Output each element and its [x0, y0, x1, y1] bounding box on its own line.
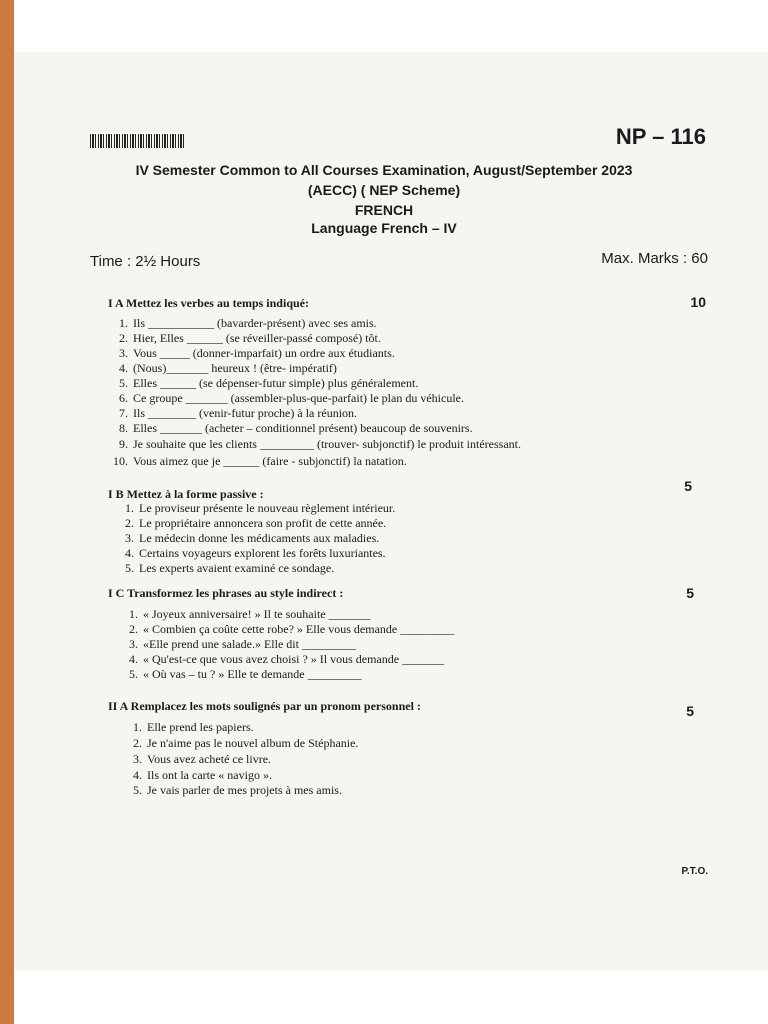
- scheme-line: (AECC) ( NEP Scheme): [307, 182, 461, 198]
- question-item: 10. Vous aimez que je ______ (faire - subjonctif) la natation.: [113, 454, 407, 468]
- question-item: 1. Ils ___________ (bavarder-présent) avec ses amis.: [119, 316, 377, 330]
- question-item: 3. Le médecin donne les médicaments aux maladies.: [125, 531, 380, 545]
- paper-code: NP – 116: [615, 124, 706, 149]
- question-item: 4. Certains voyageurs explorent les forêts luxuriantes.: [125, 546, 386, 560]
- section-title: I C Transformez les phrases au style indirect :: [108, 586, 344, 600]
- section-title: I B Mettez à la forme passive :: [108, 487, 264, 501]
- barcode: [90, 134, 184, 148]
- question-item: 3. Vous _____ (donner-imparfait) un ordre aux étudiants.: [119, 346, 395, 360]
- exam-title: IV Semester Common to All Courses Examination, August/September 2023: [135, 162, 633, 178]
- question-item: 4. Ils ont la carte « navigo ».: [133, 768, 272, 782]
- section-marks: 5: [684, 478, 692, 494]
- question-item: 5. Les experts avaient examiné ce sondage.: [125, 561, 335, 575]
- page-edge: [0, 0, 14, 1024]
- paper-name: Language French – IV: [311, 220, 457, 236]
- question-item: 9. Je souhaite que les clients _________ (trouver- subjonctif) le produit intéressant.: [119, 437, 522, 451]
- pto-note: P.T.O.: [681, 866, 708, 877]
- question-item: 4. « Qu'est-ce que vous avez choisi ? » Il vous demande _______: [129, 652, 445, 666]
- question-item: 2. Le propriétaire annoncera son profit de cette année.: [125, 516, 387, 530]
- question-item: 6. Ce groupe _______ (assembler-plus-que-parfait) le plan du véhicule.: [119, 391, 464, 405]
- question-item: 7. Ils ________ (venir-futur proche) à la réunion.: [119, 406, 358, 420]
- question-item: 8. Elles _______ (acheter – conditionnel présent) beaucoup de souvenirs.: [119, 421, 473, 435]
- section-title: I A Mettez les verbes au temps indiqué:: [108, 296, 309, 310]
- question-item: 2. « Combien ça coûte cette robe? » Elle vous demande _________: [129, 622, 455, 636]
- question-item: 5. « Où vas – tu ? » Elle te demande _________: [129, 667, 362, 681]
- question-item: 3. «Elle prend une salade.» Elle dit _________: [129, 637, 356, 651]
- subject-line: FRENCH: [354, 202, 414, 218]
- time-allowed: Time : 2½ Hours: [90, 253, 201, 270]
- max-marks: Max. Marks : 60: [601, 250, 708, 267]
- question-item: 5. Je vais parler de mes projets à mes amis.: [133, 783, 342, 797]
- section-marks: 10: [690, 294, 706, 310]
- question-item: 4. (Nous)_______ heureux ! (être- impératif): [119, 361, 337, 375]
- section-marks: 5: [686, 585, 694, 601]
- question-item: 5. Elles ______ (se dépenser-futur simple) plus généralement.: [119, 376, 419, 390]
- question-item: 1. Elle prend les papiers.: [133, 720, 254, 734]
- section-title: II A Remplacez les mots soulignés par un pronom personnel :: [108, 699, 421, 713]
- section-marks: 5: [686, 703, 694, 719]
- question-item: 2. Hier, Elles ______ (se réveiller-passé composé) tôt.: [119, 331, 381, 345]
- question-item: 3. Vous avez acheté ce livre.: [133, 752, 272, 766]
- question-item: 2. Je n'aime pas le nouvel album de Stéphanie.: [133, 736, 359, 750]
- question-item: 1. « Joyeux anniversaire! » Il te souhaite _______: [129, 607, 371, 621]
- question-item: 1. Le proviseur présente le nouveau règlement intérieur.: [125, 501, 396, 515]
